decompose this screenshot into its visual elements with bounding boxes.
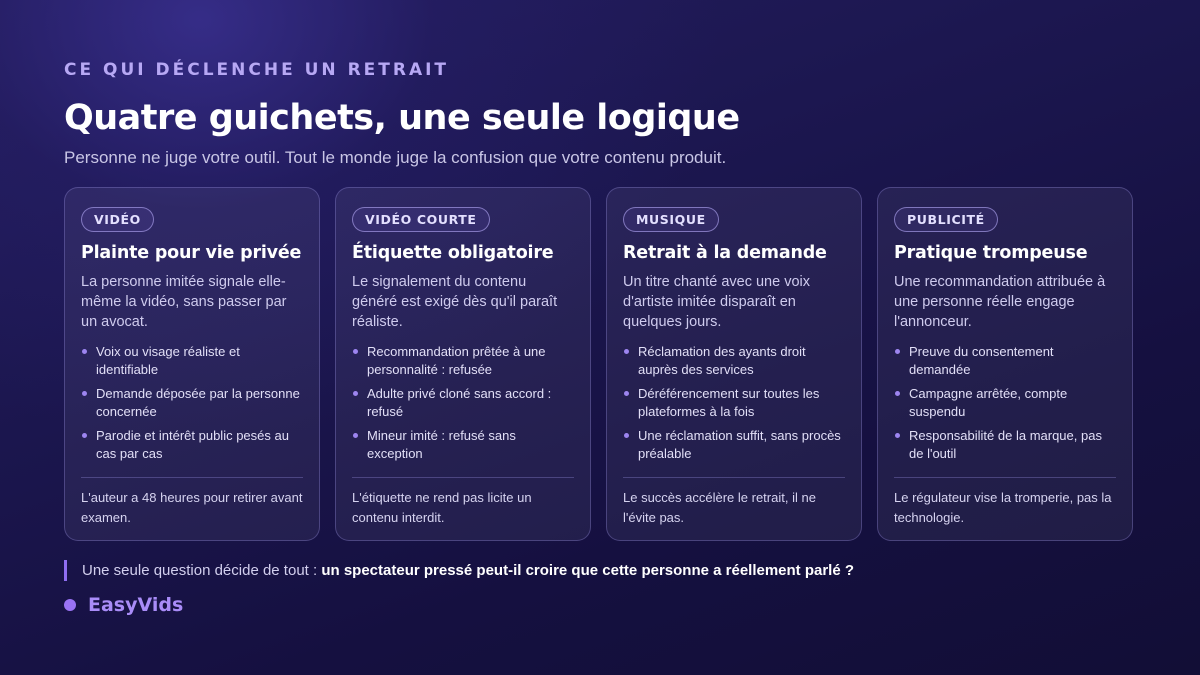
- list-item: [894, 427, 1116, 462]
- bullet-dot-icon: [624, 349, 629, 354]
- list-item: [894, 343, 1116, 378]
- bullet-text: Déréférencement sur toutes les plateformes à la fois: [638, 386, 820, 419]
- brand-name: EasyVids: [88, 594, 184, 616]
- callout-emphasis: un spectateur pressé peut-il croire que cette personne a réellement parlé ?: [321, 562, 855, 579]
- card-description: La personne imitée signale elle-même la vidéo, sans passer par un avocat.: [81, 274, 287, 330]
- slide-subtitle: Personne ne juge votre outil. Tout le monde juge la confusion que votre contenu produit.: [64, 148, 727, 167]
- brand-logo: [64, 594, 183, 616]
- bullet-text: Une réclamation suffit, sans procès préalable: [638, 428, 841, 461]
- bullet-text: Mineur imité : refusé sans exception: [367, 428, 516, 461]
- card-bullet-list: [894, 343, 1116, 462]
- list-item: [81, 343, 303, 378]
- list-item: [623, 427, 845, 462]
- bullet-dot-icon: [82, 349, 87, 354]
- bullet-dot-icon: [353, 433, 358, 438]
- card-footer: Le succès accélère le retrait, il ne l'évite pas.: [623, 477, 845, 528]
- bullet-text: Campagne arrêtée, compte suspendu: [909, 386, 1068, 419]
- card-bullet-list: [81, 343, 303, 462]
- card-badge: VIDÉO: [81, 207, 154, 232]
- bullet-dot-icon: [82, 391, 87, 396]
- card-badge: PUBLICITÉ: [894, 207, 998, 232]
- card-title: Étiquette obligatoire: [352, 243, 554, 263]
- card-description: Un titre chanté avec une voix d'artiste imitée disparaît en quelques jours.: [623, 274, 810, 330]
- list-item: [81, 427, 303, 462]
- bullet-dot-icon: [624, 433, 629, 438]
- bullet-text: Voix ou visage réaliste et identifiable: [96, 344, 240, 377]
- card-music: [606, 187, 862, 541]
- brand-dot-icon: [64, 599, 76, 611]
- bullet-text: Réclamation des ayants droit auprès des services: [638, 344, 806, 377]
- bullet-dot-icon: [624, 391, 629, 396]
- list-item: [894, 385, 1116, 420]
- list-item: [623, 385, 845, 420]
- bullet-text: Recommandation prêtée à une personnalité : refusée: [367, 344, 546, 377]
- list-item: [623, 343, 845, 378]
- card-bullet-list: [352, 343, 574, 462]
- card-title: Retrait à la demande: [623, 243, 827, 263]
- bullet-dot-icon: [895, 349, 900, 354]
- bullet-text: Parodie et intérêt public pesés au cas par cas: [96, 428, 289, 461]
- card-badge: VIDÉO COURTE: [352, 207, 490, 232]
- bullet-dot-icon: [895, 391, 900, 396]
- list-item: [81, 385, 303, 420]
- card-footer: L'étiquette ne rend pas licite un contenu interdit.: [352, 477, 574, 528]
- cards-row: [64, 187, 1133, 541]
- callout-lead: Une seule question décide de tout :: [82, 562, 322, 579]
- eyebrow-label: CE QUI DÉCLENCHE UN RETRAIT: [64, 60, 450, 80]
- card-video: [64, 187, 320, 541]
- bullet-text: Adulte privé cloné sans accord : refusé: [367, 386, 552, 419]
- card-footer: L'auteur a 48 heures pour retirer avant examen.: [81, 477, 303, 528]
- card-short-video: [335, 187, 591, 541]
- card-description: Une recommandation attribuée à une personne réelle engage l'annonceur.: [894, 274, 1106, 330]
- bullet-text: Preuve du consentement demandée: [909, 344, 1054, 377]
- list-item: [352, 385, 574, 420]
- card-advertising: [877, 187, 1133, 541]
- card-bullet-list: [623, 343, 845, 462]
- bullet-dot-icon: [353, 349, 358, 354]
- bullet-text: Demande déposée par la personne concernée: [96, 386, 300, 419]
- card-badge: MUSIQUE: [623, 207, 719, 232]
- key-question-callout: [64, 560, 854, 581]
- card-description: Le signalement du contenu généré est exigé dès qu'il paraît réaliste.: [352, 274, 558, 330]
- bullet-dot-icon: [353, 391, 358, 396]
- card-footer: Le régulateur vise la tromperie, pas la technologie.: [894, 477, 1116, 528]
- bullet-text: Responsabilité de la marque, pas de l'outil: [909, 428, 1102, 461]
- list-item: [352, 427, 574, 462]
- list-item: [352, 343, 574, 378]
- bullet-dot-icon: [895, 433, 900, 438]
- card-title: Pratique trompeuse: [894, 243, 1088, 263]
- card-title: Plainte pour vie privée: [81, 243, 302, 263]
- bullet-dot-icon: [82, 433, 87, 438]
- slide-title: Quatre guichets, une seule logique: [64, 98, 740, 138]
